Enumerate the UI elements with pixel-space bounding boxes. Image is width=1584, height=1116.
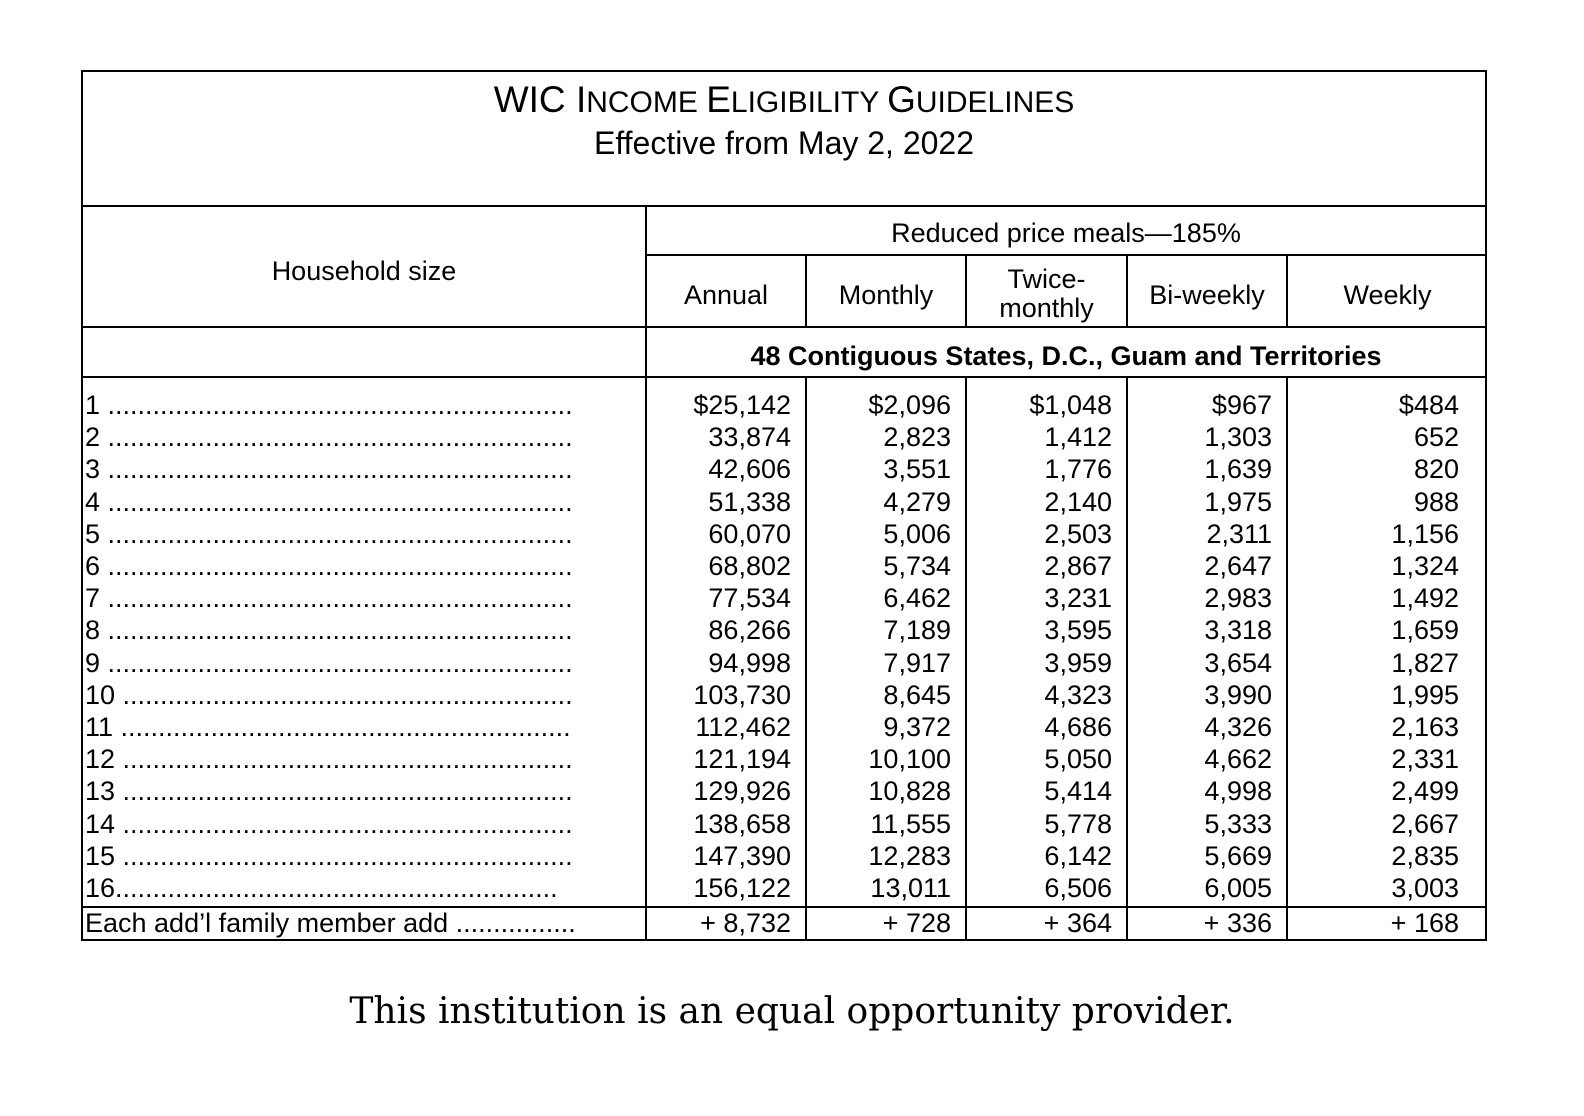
household-size-label: 4 .............................................................. [85, 486, 573, 517]
income-value-monthly: 9,372 [883, 712, 951, 742]
household-size-label: 7 .............................................................. [85, 583, 573, 614]
income-value-twice-monthly: $1,048 [1029, 390, 1112, 420]
income-value-weekly: 1,659 [1391, 615, 1459, 646]
income-value-weekly: 2,331 [1391, 744, 1459, 775]
title-part: WIC [493, 79, 576, 120]
column-header-weekly: Weekly [1343, 280, 1432, 310]
household-size-label: 16........................................................... [85, 873, 558, 903]
income-value-bi-weekly: 2,647 [1204, 551, 1272, 581]
column-header-twice-monthly: Twice- monthly [999, 264, 1094, 323]
income-value-annual: 33,874 [708, 422, 791, 453]
income-value-twice-monthly: 3,959 [1044, 647, 1112, 678]
income-value-twice-monthly: 2,503 [1044, 518, 1112, 549]
income-value-twice-monthly: 3,595 [1044, 615, 1112, 646]
household-size-header: Household size [271, 256, 457, 286]
income-value-bi-weekly: 4,998 [1204, 776, 1272, 807]
income-value-bi-weekly: 2,983 [1204, 583, 1272, 614]
income-value-annual: 147,390 [693, 840, 791, 871]
income-value-weekly: 2,667 [1391, 808, 1459, 839]
income-value-bi-weekly: 3,318 [1204, 615, 1272, 646]
income-value-annual: 138,658 [693, 808, 791, 839]
income-value-monthly: 13,011 [870, 873, 951, 903]
income-value-weekly: 1,156 [1391, 518, 1459, 549]
income-value-annual: 77,534 [708, 583, 791, 614]
income-value-twice-monthly: 1,412 [1044, 422, 1112, 453]
title-part: I [575, 79, 587, 120]
income-value-monthly: 11,555 [870, 808, 951, 839]
income-value-twice-monthly: 4,323 [1044, 679, 1112, 710]
income-value-bi-weekly: 1,639 [1204, 454, 1272, 485]
income-value-bi-weekly: 3,990 [1204, 679, 1272, 710]
additional-value-annual: + 8,732 [700, 908, 791, 938]
document-subtitle: Effective from May 2, 2022 [593, 125, 975, 161]
income-value-weekly: 1,995 [1391, 679, 1459, 710]
income-value-weekly: $484 [1398, 390, 1459, 420]
household-size-label: 8 .............................................................. [85, 615, 573, 646]
income-value-weekly: 1,324 [1391, 551, 1459, 581]
income-value-monthly: 3,551 [883, 454, 951, 485]
income-value-twice-monthly: 5,414 [1044, 776, 1112, 807]
income-value-twice-monthly: 6,142 [1044, 840, 1112, 871]
guidelines-table-frame [81, 70, 1487, 941]
income-value-monthly: 7,917 [883, 647, 951, 678]
household-size-label: 6 .............................................................. [85, 551, 573, 581]
income-value-monthly: 2,823 [883, 422, 951, 453]
column-header-annual: Annual [683, 280, 769, 310]
income-value-annual: 121,194 [693, 744, 791, 775]
income-value-annual: 68,802 [708, 551, 791, 581]
income-value-annual: 112,462 [695, 712, 791, 742]
income-value-weekly: 3,003 [1391, 873, 1459, 903]
group-header-rule [645, 254, 1487, 256]
household-size-label: 1 .............................................................. [85, 390, 573, 420]
income-value-twice-monthly: 5,778 [1044, 808, 1112, 839]
header-top-rule [83, 205, 1487, 207]
income-value-monthly: 5,734 [883, 551, 951, 581]
income-value-monthly: 5,006 [883, 518, 951, 549]
income-value-twice-monthly: 3,231 [1044, 583, 1112, 614]
income-value-bi-weekly: 4,662 [1204, 744, 1272, 775]
income-value-annual: 51,338 [708, 486, 791, 517]
income-value-weekly: 2,163 [1391, 712, 1459, 742]
income-value-bi-weekly: 2,311 [1206, 518, 1272, 549]
income-value-bi-weekly: 5,333 [1204, 808, 1272, 839]
income-value-annual: 156,122 [693, 873, 791, 903]
household-size-label: 5 .............................................................. [85, 518, 573, 549]
income-value-bi-weekly: 3,654 [1204, 647, 1272, 678]
additional-member-label: Each add’l family member add ................ [85, 908, 576, 938]
additional-value-weekly: + 168 [1390, 908, 1459, 938]
body-column-rule [1286, 376, 1288, 941]
income-value-bi-weekly: 6,005 [1204, 873, 1272, 903]
equal-opportunity-statement: This institution is an equal opportunity provider. [349, 991, 1235, 1032]
income-value-bi-weekly: $967 [1211, 390, 1272, 420]
income-value-weekly: 652 [1413, 422, 1459, 453]
income-value-bi-weekly: 1,303 [1204, 422, 1272, 453]
income-value-annual: 103,730 [693, 679, 791, 710]
income-value-annual: 60,070 [708, 518, 791, 549]
income-value-weekly: 2,835 [1391, 840, 1459, 871]
title-part: UIDELINES [915, 86, 1075, 119]
income-value-bi-weekly: 4,326 [1204, 712, 1272, 742]
household-size-label: 10 ............................................................ [85, 679, 573, 710]
income-value-twice-monthly: 4,686 [1044, 712, 1112, 742]
income-value-monthly: 7,189 [883, 615, 951, 646]
income-value-weekly: 820 [1413, 454, 1459, 485]
title-part: G [887, 79, 916, 120]
income-value-twice-monthly: 6,506 [1044, 873, 1112, 903]
household-size-label: 2 .............................................................. [85, 422, 573, 453]
income-value-annual: 94,998 [708, 647, 791, 678]
income-value-twice-monthly: 2,140 [1044, 486, 1112, 517]
income-value-monthly: 4,279 [883, 486, 951, 517]
household-size-label: 13 ............................................................ [85, 776, 573, 807]
household-size-label: 12 ............................................................ [85, 744, 573, 775]
region-label: 48 Contiguous States, D.C., Guam and Territories [750, 341, 1382, 371]
income-value-annual: $25,142 [693, 390, 791, 420]
income-value-annual: 129,926 [693, 776, 791, 807]
income-value-bi-weekly: 1,975 [1204, 486, 1272, 517]
income-value-twice-monthly: 5,050 [1044, 744, 1112, 775]
column-header-rule [83, 326, 1487, 328]
additional-value-twice-monthly: + 364 [1043, 908, 1112, 938]
document-title [83, 78, 1485, 125]
title-part: E [706, 79, 731, 120]
household-size-label: 15 ............................................................ [85, 840, 573, 871]
income-value-annual: 86,266 [708, 615, 791, 646]
additional-value-monthly: + 728 [882, 908, 951, 938]
title-part: LIGIBILITY [730, 86, 888, 119]
income-value-weekly: 988 [1413, 486, 1459, 517]
column-header-bi-weekly: Bi-weekly [1149, 280, 1265, 310]
income-value-weekly: 1,827 [1391, 647, 1459, 678]
title-part: NCOME [586, 86, 707, 119]
income-value-weekly: 1,492 [1391, 583, 1459, 614]
column-header-monthly: Monthly [838, 280, 934, 310]
household-size-label: 11 ............................................................ [85, 712, 571, 742]
income-value-annual: 42,606 [708, 454, 791, 485]
additional-value-bi-weekly: + 336 [1203, 908, 1272, 938]
income-value-bi-weekly: 5,669 [1204, 840, 1272, 871]
income-value-monthly: 12,283 [868, 840, 951, 871]
reduced-price-header: Reduced price meals—185% [891, 218, 1241, 248]
income-value-monthly: 10,828 [868, 776, 951, 807]
income-value-monthly: 10,100 [868, 744, 951, 775]
income-value-twice-monthly: 1,776 [1044, 454, 1112, 485]
household-size-label: 9 .............................................................. [85, 647, 573, 678]
income-value-monthly: 8,645 [883, 679, 951, 710]
income-value-twice-monthly: 2,867 [1044, 551, 1112, 581]
income-value-weekly: 2,499 [1391, 776, 1459, 807]
income-value-monthly: $2,096 [868, 390, 951, 420]
household-size-label: 14 ............................................................ [85, 808, 573, 839]
region-rule [83, 376, 1487, 378]
income-value-monthly: 6,462 [883, 583, 951, 614]
household-size-label: 3 .............................................................. [85, 454, 573, 485]
